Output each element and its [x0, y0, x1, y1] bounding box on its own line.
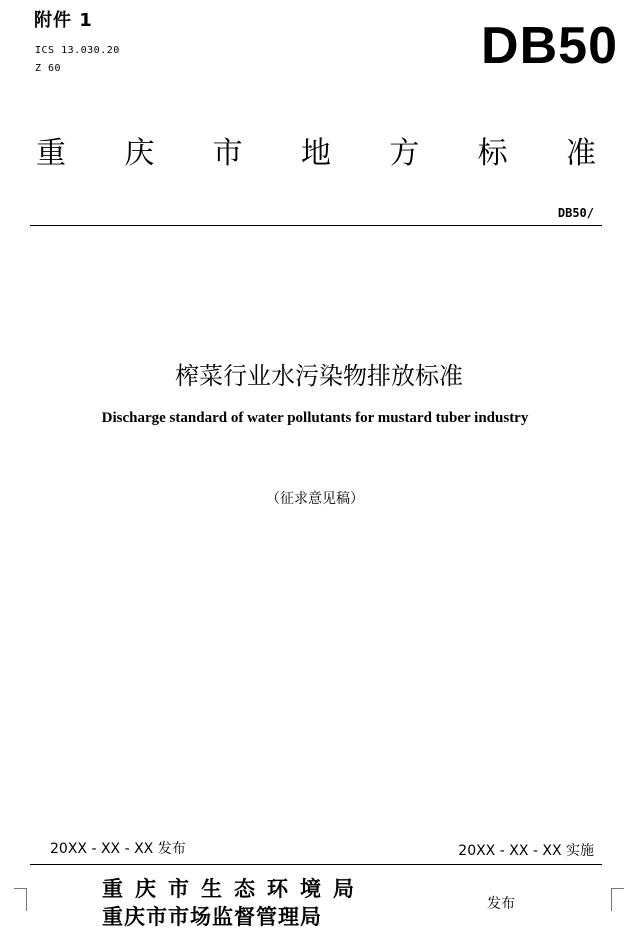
- standard-type-char: 标: [477, 136, 508, 171]
- standard-type-char: 地: [300, 136, 331, 171]
- standard-code-logo: DB50: [481, 17, 618, 75]
- standard-type-char: 市: [212, 136, 243, 171]
- chinese-title: 榨菜行业水污染物排放标准: [175, 362, 463, 390]
- ics-code: ICS 13.030.20: [35, 45, 120, 56]
- crop-mark-left: [14, 888, 27, 911]
- standard-number: DB50/: [557, 206, 594, 220]
- issue-date: 20XX - XX - XX 发布: [50, 841, 186, 857]
- crop-mark-right: [611, 888, 624, 911]
- issuer-market-supervision-bureau: 重庆市市场监督管理局: [102, 904, 322, 929]
- issuer-ecology-environment-bureau: 重庆市生态环境局: [102, 876, 366, 901]
- attachment-label: 附件 1: [34, 10, 93, 31]
- english-title: Discharge standard of water pollutants for mustard tuber industry: [101, 410, 529, 426]
- standard-type-heading: [36, 128, 596, 172]
- standard-type-char: 庆: [124, 136, 155, 171]
- ccs-code: Z 60: [35, 63, 62, 74]
- standard-type-char: 重: [36, 136, 66, 171]
- standard-type-char: 方: [389, 136, 420, 171]
- implementation-date: 20XX - XX - XX 实施: [458, 843, 594, 859]
- top-divider: [30, 225, 602, 226]
- draft-note: （征求意见稿）: [266, 491, 364, 507]
- bottom-divider: [30, 864, 602, 865]
- standard-type-char: 准: [565, 136, 596, 171]
- publish-label: 发布: [487, 896, 515, 912]
